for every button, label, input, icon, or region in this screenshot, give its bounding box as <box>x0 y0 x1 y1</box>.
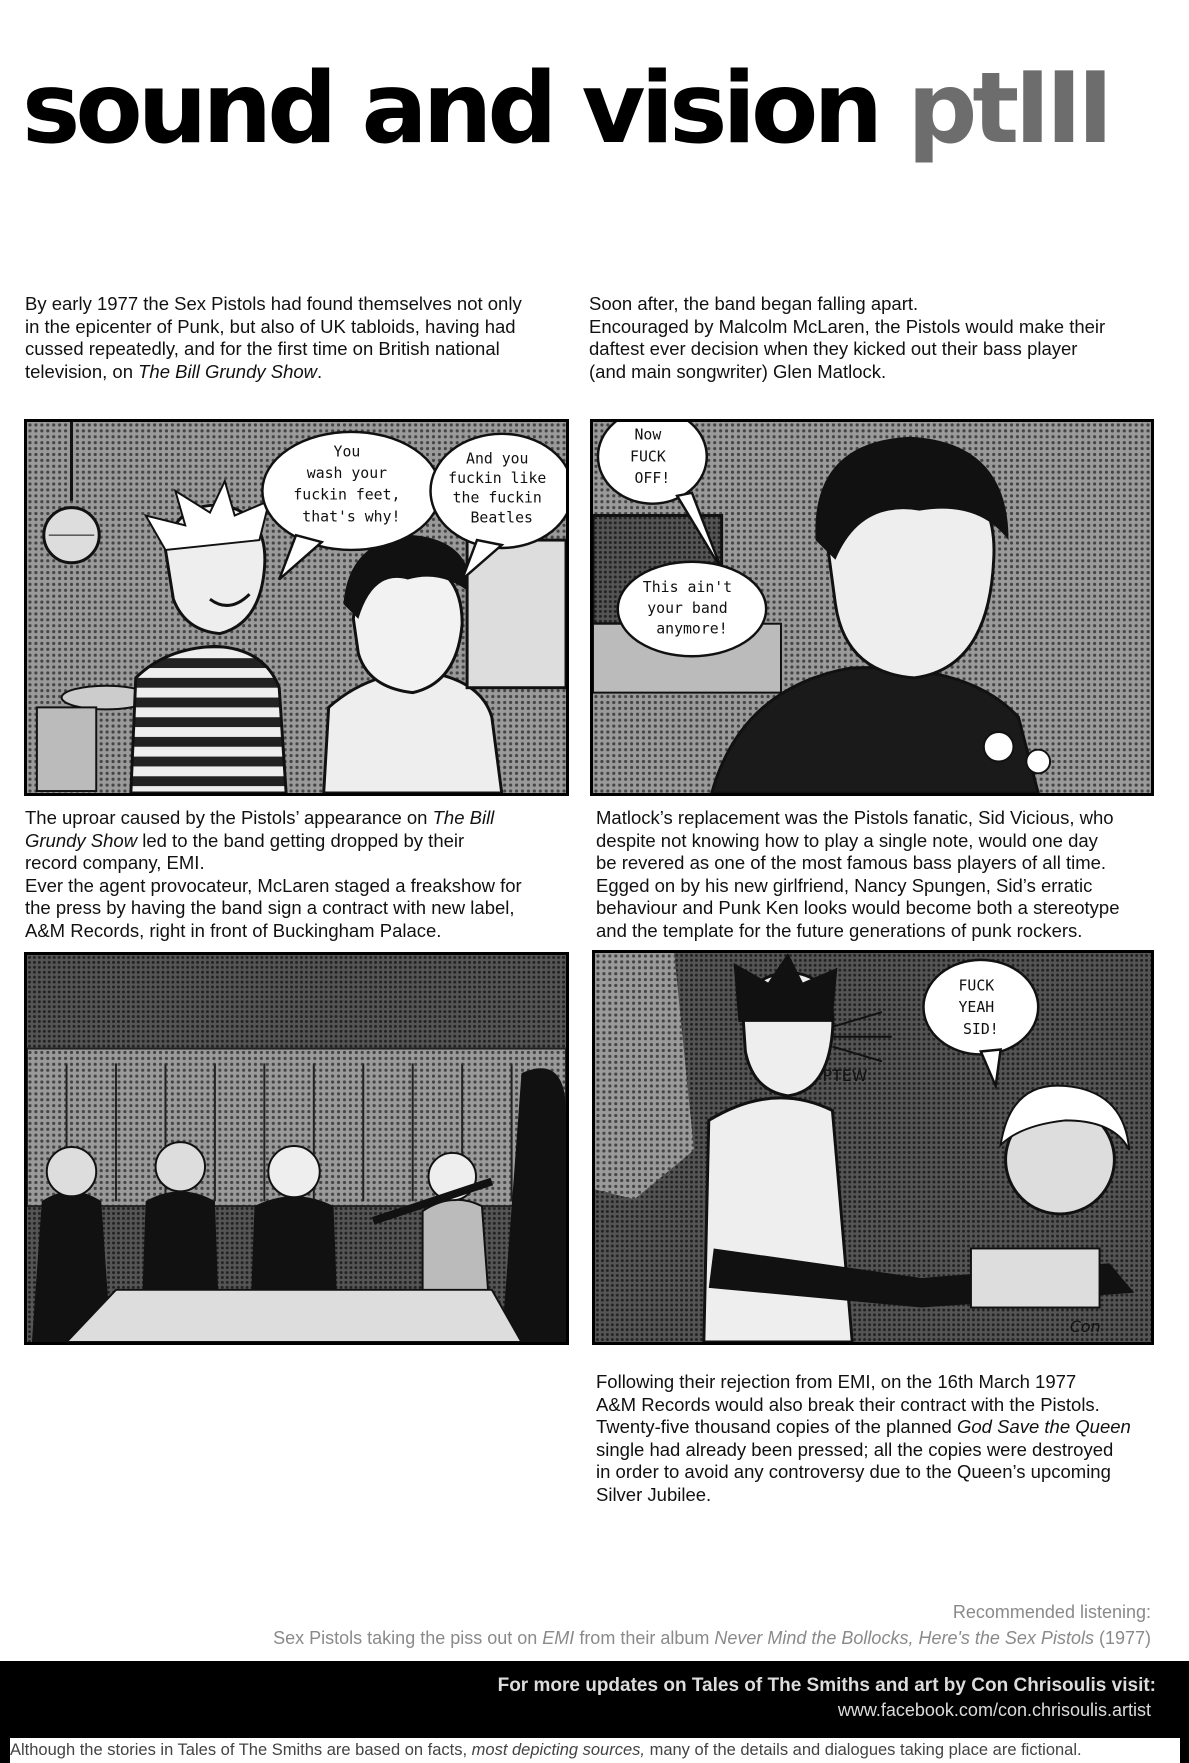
panel-1-bubble-b: And you fuckin like the fuckin Beatles <box>448 450 547 527</box>
caption-5 <box>596 1371 1176 1506</box>
artist-signature: Con <box>1069 1317 1101 1337</box>
panel-4-art <box>595 953 1151 1342</box>
panel-4-bubble: FUCK YEAH SID! <box>958 977 999 1038</box>
caption-1-end: . <box>317 360 323 382</box>
footer-cta: For more updates on Tales of The Smiths and art by Con Chrisoulis visit: <box>497 1675 1156 1696</box>
caption-2-text: Soon after, the band began falling apart. Encouraged by Malcolm McLaren, the Pistols would make their daftest ever decision when they kicked out their bass player (and main songwriter) Glen Matlock. <box>589 293 1106 382</box>
panel-2-bubble-a: Now FUCK OFF! <box>630 426 671 488</box>
panel-2-art <box>593 422 1151 793</box>
caption-5-text-b: single had already been pressed; all the copies were destroyed in order to avoid any controversy due to the Queen’s upcoming Silver Jubilee. <box>596 1438 1114 1505</box>
caption-5-italic: God Save the Queen <box>957 1416 1131 1437</box>
comic-panel-4 <box>592 950 1154 1345</box>
panel-2-bubble-b: This ain't your band anymore! <box>642 579 733 638</box>
caption-3-text-a: The uproar caused by the Pistols’ appearance on <box>25 807 433 828</box>
recommended-line: Sex Pistols taking the piss out on EMI from their album Never Mind the Bollocks, Here's the Sex Pistols (1977) <box>273 1628 1151 1648</box>
caption-1-text: By early 1977 the Sex Pistols had found themselves not only in the epicenter of Punk, but also of UK tabloids, having had cussed repeatedly, and for the first time on British national television, on <box>25 293 522 382</box>
caption-3-italic: The Bill Grundy Show <box>25 807 495 851</box>
caption-4-text: Matlock’s replacement was the Pistols fanatic, Sid Vicious, who despite not knowing how to play a single note, would one day be revered as one of the most famous bass players of all time. Egged on by his new girlfriend, Nancy Spungen, Sid’s erratic behaviour and Punk Ken looks would become both a stereotype and the template for the future generations of punk rockers. <box>596 807 1120 941</box>
footer-disclaimer: Although the stories in Tales of The Smiths are based on facts, most depicting sources, many of the details and dialogues taking place are fictional. <box>10 1738 1180 1763</box>
panel-4-sfx: PTEW <box>822 1066 868 1086</box>
caption-1-italic: The Bill Grundy Show <box>138 360 318 382</box>
footer-url[interactable]: www.facebook.com/con.chrisoulis.artist <box>837 1700 1151 1720</box>
caption-3-text-b: led to the band getting dropped by their record company, EMI. Ever the agent provocateur, McLaren staged a freakshow for the press by having the band sign a contract with new label, A&M Records, right in front of Buckingham Palace. <box>25 829 522 941</box>
comic-panel-3 <box>24 952 569 1345</box>
caption-3 <box>25 807 585 942</box>
panel-1-art <box>27 422 566 793</box>
comic-panel-2 <box>590 419 1154 796</box>
caption-4 <box>596 807 1176 942</box>
panel-3-art <box>27 955 566 1342</box>
caption-2 <box>589 293 1169 383</box>
caption-5-text-a: Following their rejection from EMI, on the 16th March 1977 A&M Records would also break their contract with the Pistols. Twenty-five thousand copies of the planned <box>596 1371 1100 1437</box>
title-main: sound and vision <box>22 52 908 166</box>
caption-1 <box>25 293 585 383</box>
page-title <box>22 52 1109 166</box>
panel-1-bubble-a: You wash your fuckin feet, that's why! <box>293 443 401 526</box>
recommended-heading: Recommended listening: <box>952 1602 1151 1622</box>
title-part: ptIII <box>907 52 1109 166</box>
comic-panel-1 <box>24 419 569 796</box>
